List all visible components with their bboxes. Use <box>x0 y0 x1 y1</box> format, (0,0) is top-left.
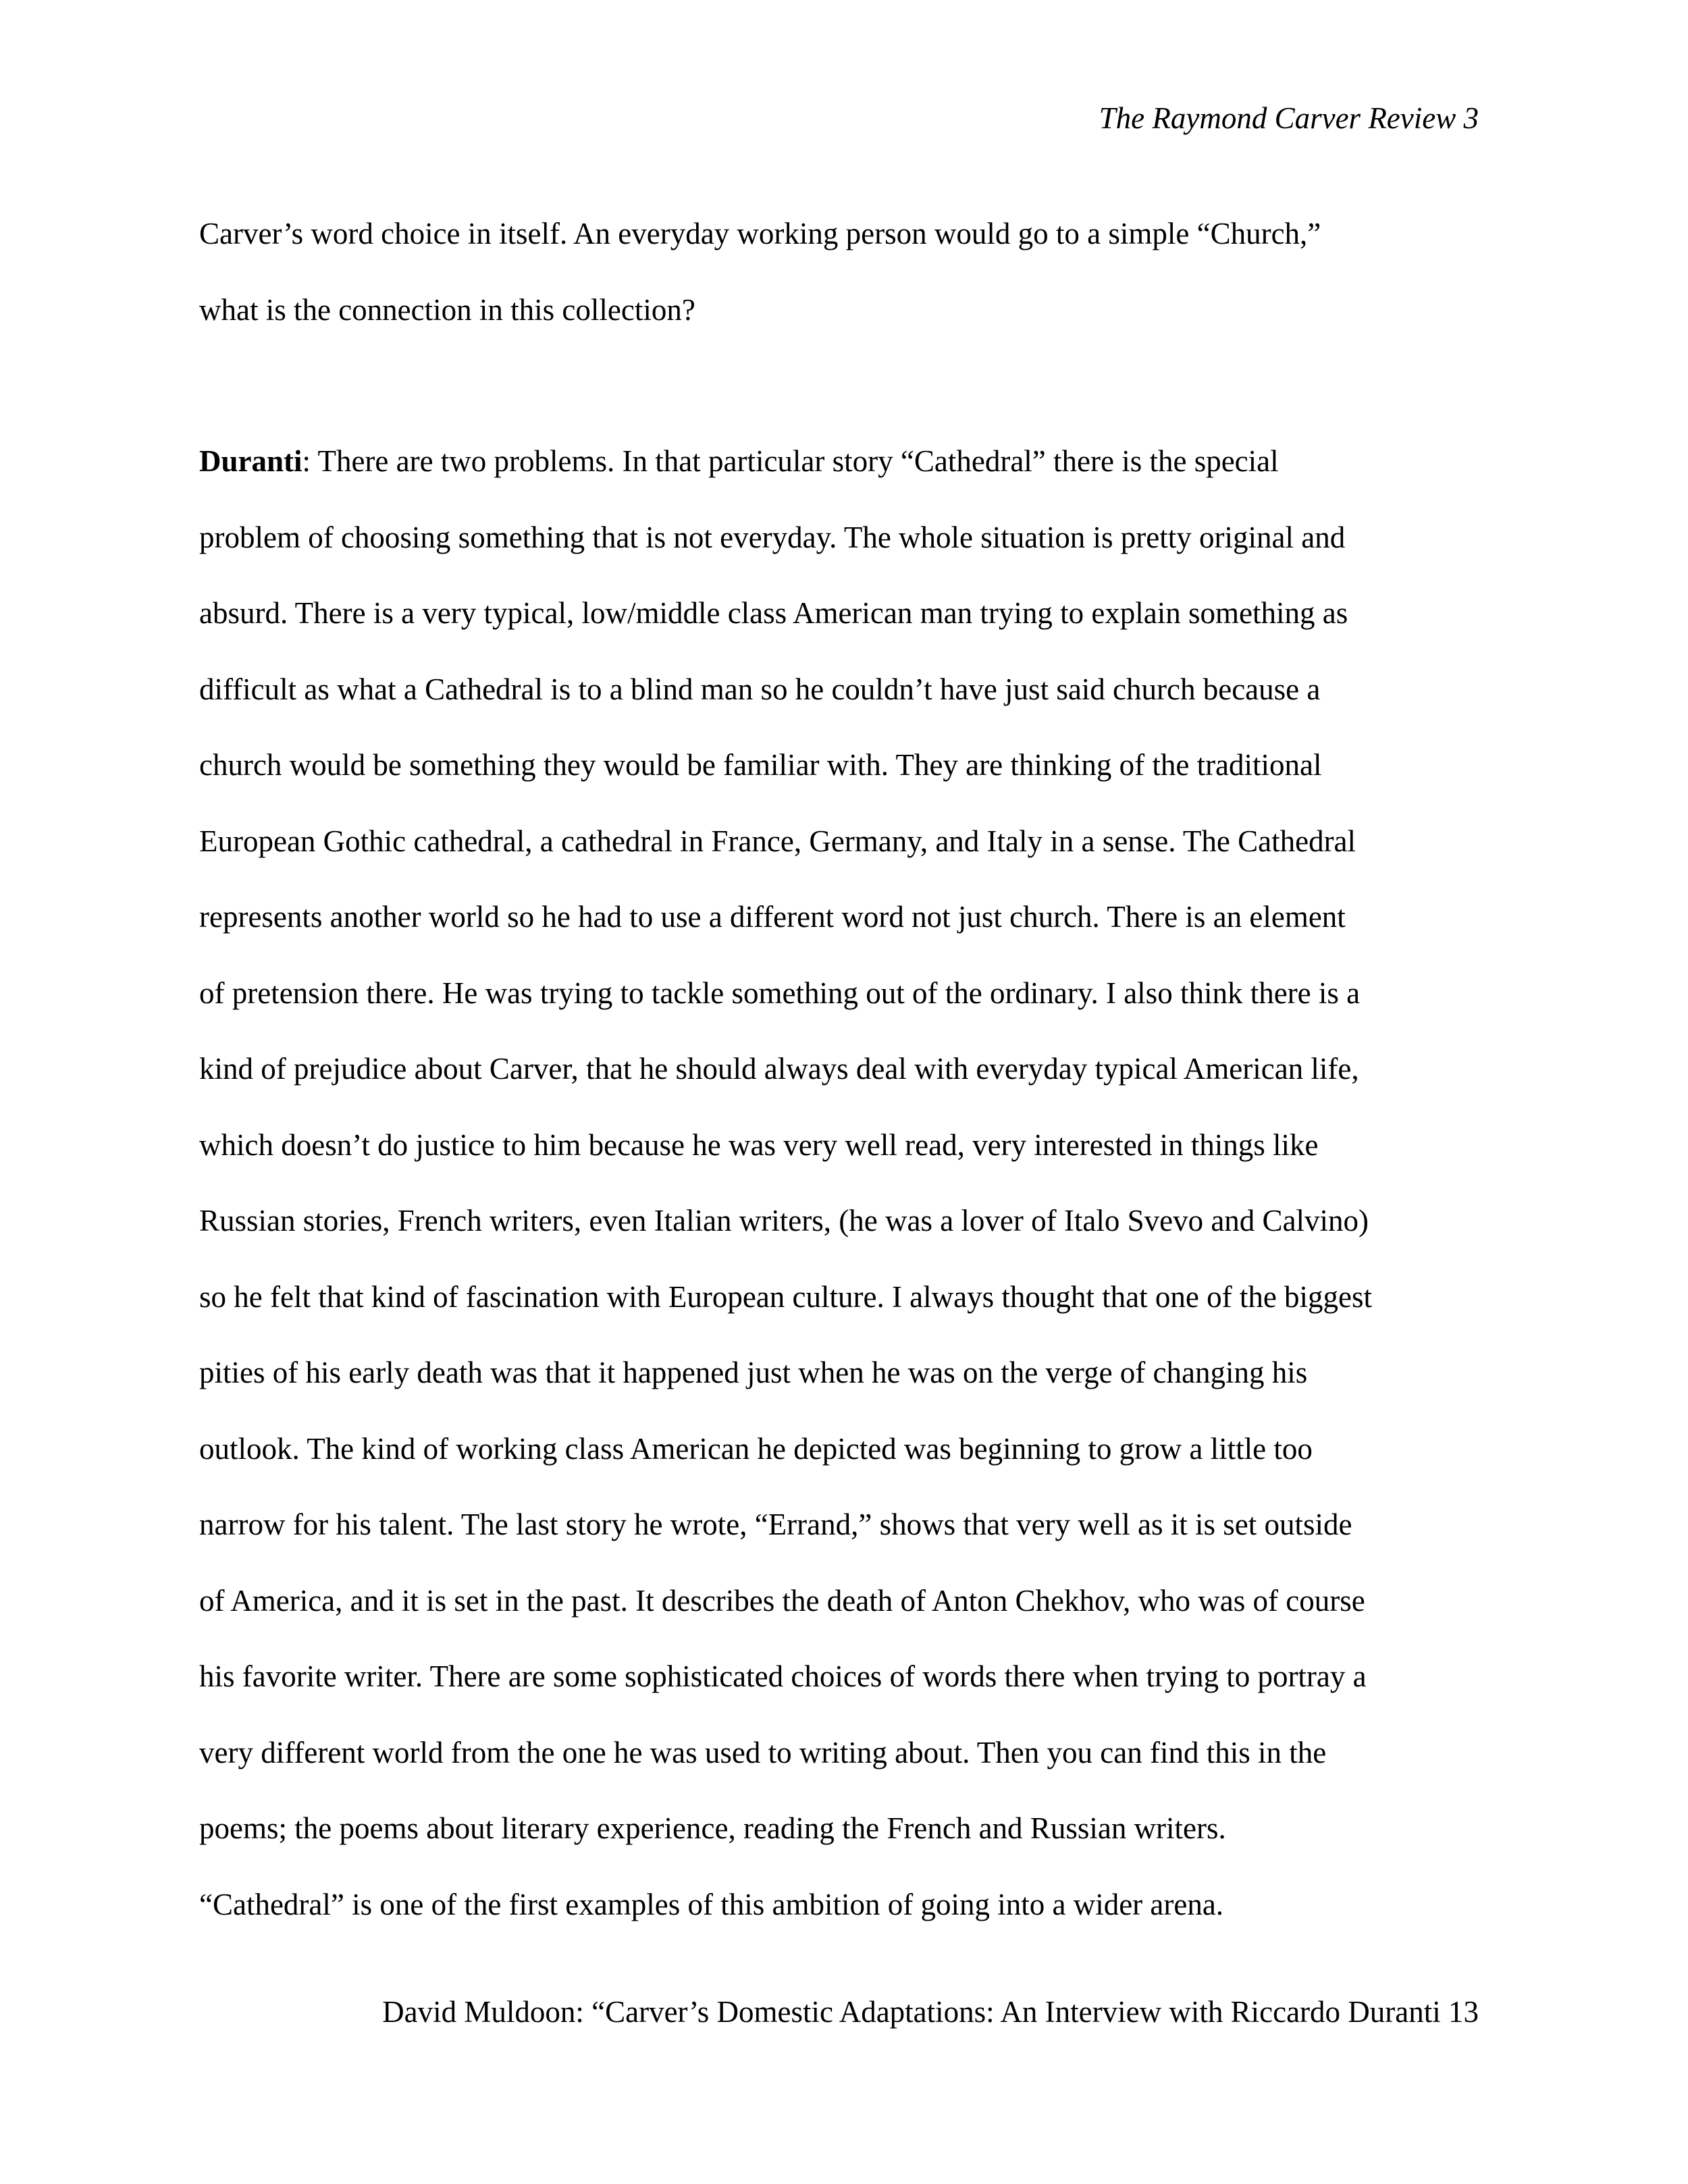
paragraph-line: poems; the poems about literary experience, reading the French and Russian writers. <box>199 1811 1226 1845</box>
answer-paragraph <box>199 423 1502 1942</box>
paragraph-line: what is the connection in this collection? <box>199 292 695 327</box>
paragraph-line: of pretension there. He was trying to tackle something out of the ordinary. I also think there is a <box>199 976 1361 1010</box>
paragraph-line: pities of his early death was that it happened just when he was on the verge of changing his <box>199 1356 1308 1389</box>
paragraph-line: problem of choosing something that is not everyday. The whole situation is pretty original and <box>199 520 1346 554</box>
paragraph-line: very different world from the one he was used to writing about. Then you can find this in the <box>199 1735 1327 1769</box>
speaker-name: Duranti <box>199 444 302 478</box>
paragraph-line: outlook. The kind of working class American he depicted was beginning to grow a little too <box>199 1431 1313 1466</box>
paragraph-line: his favorite writer. There are some sophisticated choices of words there when trying to portray a <box>199 1659 1367 1693</box>
paragraph-line: represents another world so he had to use a different word not just church. There is an element <box>199 900 1346 934</box>
paragraph-line: which doesn’t do justice to him because he was very well read, very interested in things like <box>199 1127 1319 1162</box>
paragraph-line: kind of prejudice about Carver, that he should always deal with everyday typical American life, <box>199 1052 1359 1086</box>
intro-paragraph <box>199 196 1502 348</box>
running-footer: David Muldoon: “Carver’s Domestic Adaptations: An Interview with Riccardo Duranti 13 <box>382 1995 1479 2029</box>
paragraph-line: European Gothic cathedral, a cathedral in France, Germany, and Italy in a sense. The Cathedral <box>199 824 1356 858</box>
paragraph-line: Carver’s word choice in itself. An everyday working person would go to a simple “Church,” <box>199 217 1321 250</box>
paragraph-line: church would be something they would be familiar with. They are thinking of the traditional <box>199 748 1322 782</box>
speaker-text: : There are two problems. In that particular story “Cathedral” there is the special <box>302 444 1279 478</box>
paragraph-line: so he felt that kind of fascination with European culture. I always thought that one of the biggest <box>199 1279 1373 1314</box>
paragraph-line: difficult as what a Cathedral is to a blind man so he couldn’t have just said church because a <box>199 672 1321 706</box>
running-header: The Raymond Carver Review 3 <box>1099 101 1479 135</box>
paragraph-line: of America, and it is set in the past. It describes the death of Anton Chekhov, who was of course <box>199 1583 1365 1618</box>
paragraph-line: absurd. There is a very typical, low/middle class American man trying to explain something as <box>199 596 1348 630</box>
paragraph-line: Russian stories, French writers, even Italian writers, (he was a lover of Italo Svevo and Calvino) <box>199 1204 1369 1237</box>
paragraph-line: narrow for his talent. The last story he wrote, “Errand,” shows that very well as it is set outside <box>199 1508 1352 1541</box>
paragraph-line <box>199 423 1502 500</box>
paragraph-line: “Cathedral” is one of the first examples of this ambition of going into a wider arena. <box>199 1887 1224 1921</box>
